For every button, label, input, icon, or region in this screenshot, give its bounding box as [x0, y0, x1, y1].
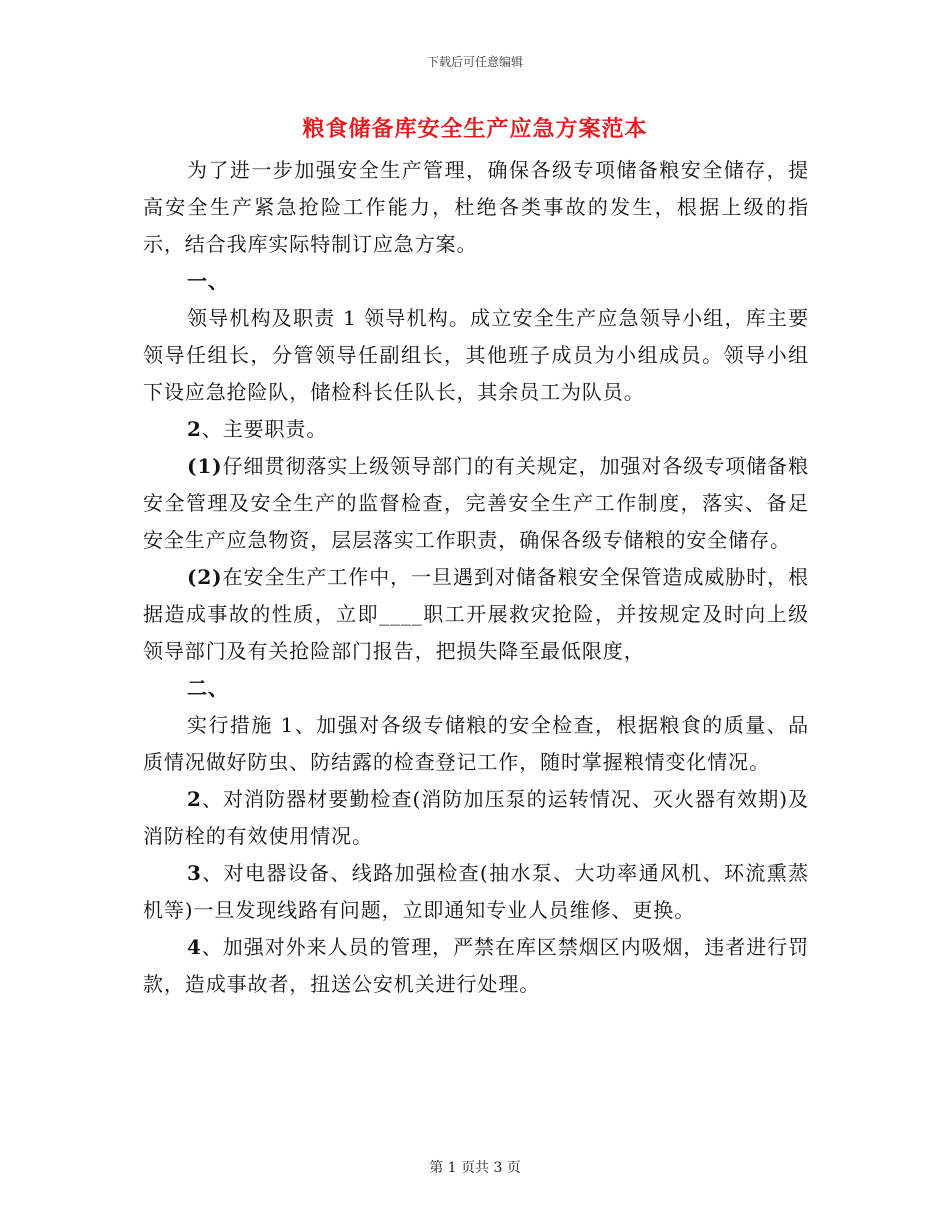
paragraph-text: 在安全生产工作中，一旦遇到对储备粮安全保管造成威胁时，根据造成事故的性质，立即____职工开展救灾抢险，并按规定及时向上级领导部门及有关抢险部门报告，把损失降至最低限度，	[143, 565, 809, 663]
item-number: 2	[187, 417, 202, 441]
paragraph-text: 、加强对外来人员的管理，严禁在库区禁烟区内吸烟，违者进行罚款，造成事故者，扭送公安机关进行处理。	[143, 935, 809, 996]
paragraph-text: 为了进一步加强安全生产管理，确保各级专项储备粮安全储存，提高安全生产紧急抢险工作能力，杜绝各类事故的发生，根据上级的指示，结合我库实际特制订应急方案。	[143, 158, 809, 256]
paragraph-text: 领导机构及职责 1 领导机构。成立安全生产应急领导小组，库主要领导任组长，分管领导任副组长，其他班子成员为小组成员。领导小组下设应急抢险队，储检科长任队长，其余员工为队员。	[143, 306, 809, 404]
paragraph-duty-1	[143, 448, 809, 559]
paragraph-text: 、对消防器材要勤检查(消防加压泵的运转情况、灭火器有效期)及消防栓的有效使用情况。	[143, 787, 809, 848]
section-heading-1	[143, 263, 809, 300]
paragraph-text: 实行措施 1、加强对各级专储粮的安全检查，根据粮食的质量、品质情况做好防虫、防结露的检查登记工作，随时掌握粮情变化情况。	[143, 713, 809, 774]
document-title: 粮食储备库安全生产应急方案范本	[302, 116, 648, 142]
paragraph-duties-heading	[143, 411, 809, 448]
paragraph-intro	[143, 152, 809, 263]
item-number: 2	[187, 787, 202, 811]
section-heading-2	[143, 670, 809, 707]
paragraph-measure-2	[143, 781, 809, 855]
paragraph-leadership	[143, 300, 809, 411]
paragraph-measure-1	[143, 707, 809, 781]
item-number: (1)	[187, 454, 223, 478]
document-body	[143, 152, 809, 1003]
paragraph-text: 、主要职责。	[201, 417, 328, 441]
page-footer: 第 1 页共 3 页	[429, 1160, 521, 1176]
section-number: 一、	[187, 269, 229, 293]
item-number: 4	[187, 935, 202, 959]
page-header: 下载后可任意编辑	[426, 55, 523, 69]
paragraph-measure-4	[143, 929, 809, 1003]
paragraph-text: 、对电器设备、线路加强检查(抽水泵、大功率通风机、环流熏蒸机等)一旦发现线路有问题，立即通知专业人员维修、更换。	[143, 861, 809, 922]
section-number: 二、	[187, 676, 229, 700]
paragraph-measure-3	[143, 855, 809, 929]
item-number: 3	[187, 861, 202, 885]
paragraph-text: 仔细贯彻落实上级领导部门的有关规定，加强对各级专项储备粮安全管理及安全生产的监督检查，完善安全生产工作制度，落实、备足安全生产应急物资，层层落实工作职责，确保各级专储粮的安全储存。	[143, 454, 809, 552]
paragraph-duty-2	[143, 559, 809, 670]
item-number: (2)	[187, 565, 223, 589]
